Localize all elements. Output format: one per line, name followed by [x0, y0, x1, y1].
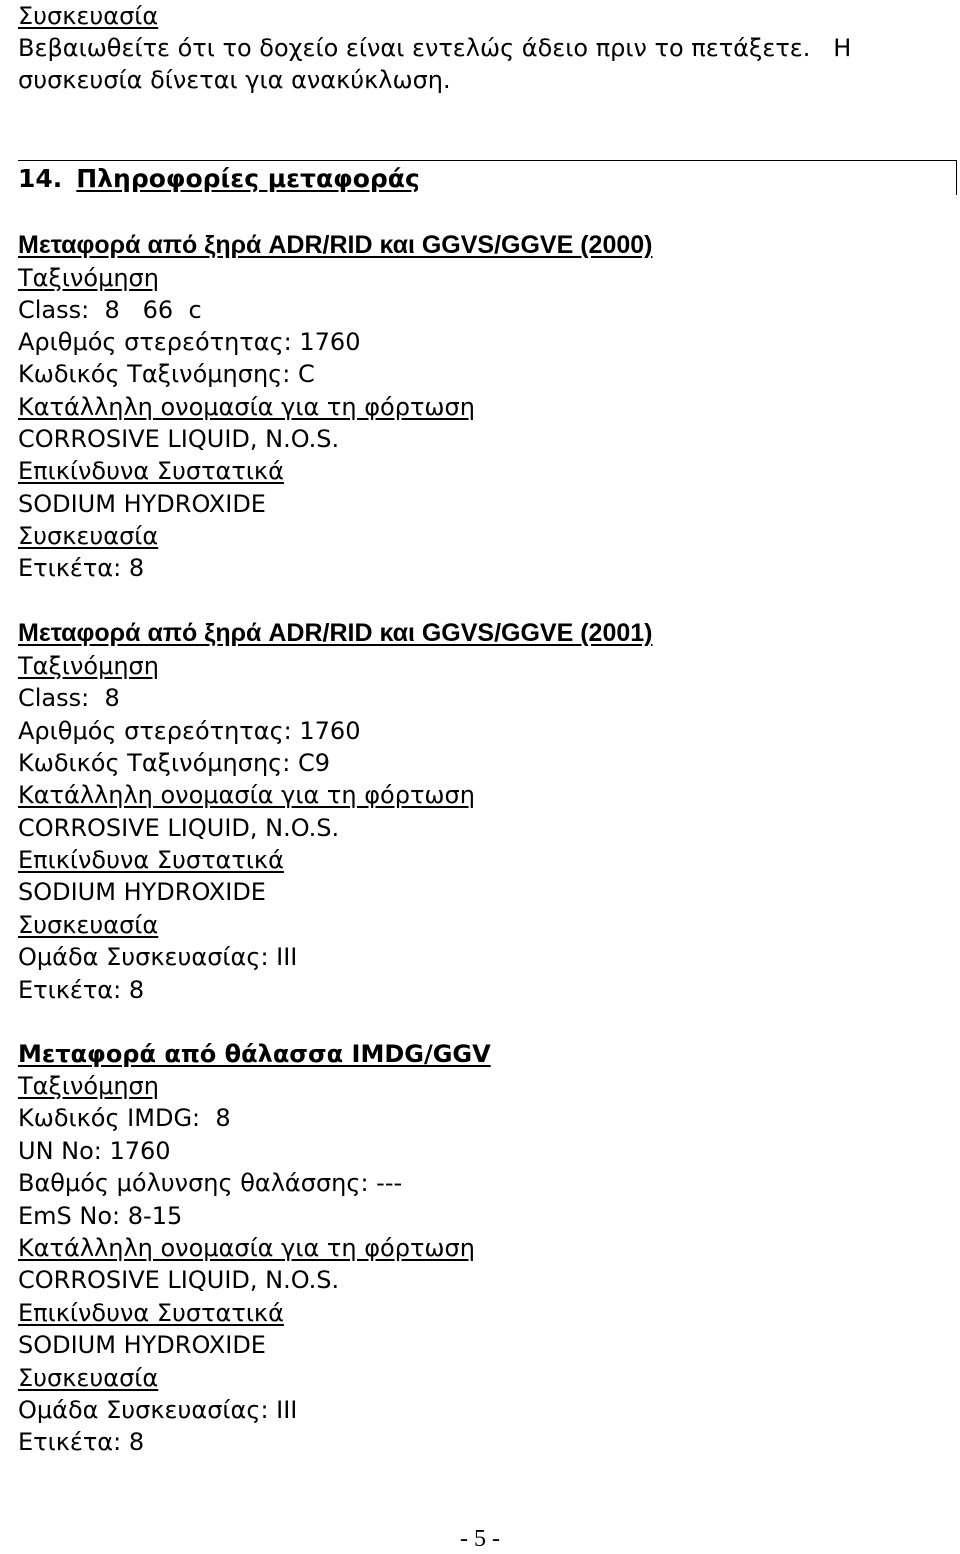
adr-2001-shipping-name-label: Κατάλληλη ονομασία για τη φόρτωση	[18, 781, 475, 809]
page-number: - 5 -	[460, 1526, 500, 1552]
adr-2001-classification-code: Κωδικός Ταξινόμησης: C9	[18, 749, 330, 777]
adr-2000-hazard-label: Επικίνδυνα Συστατικά	[18, 457, 284, 485]
imdg-shipping-name: CORROSIVE LIQUID, N.O.S.	[18, 1266, 340, 1294]
adr-2000-un-number: Αριθμός στερεότητας: 1760	[18, 328, 361, 356]
imdg-hazard-value: SODIUM HYDROXIDE	[18, 1331, 266, 1359]
imdg-un-number: UN No: 1760	[18, 1137, 171, 1165]
adr-2000-classification-label: Ταξινόμηση	[18, 264, 159, 292]
adr-2001-shipping-name: CORROSIVE LIQUID, N.O.S.	[18, 814, 340, 842]
disposal-text-line-2: συσκευσία δίνεται για ανακύκλωση.	[18, 66, 451, 94]
adr-2000-class: Class: 8 66 c	[18, 296, 202, 324]
imdg-code: Κωδικός IMDG: 8	[18, 1104, 231, 1132]
imdg-packaging-label: Συσκευασία	[18, 1364, 159, 1392]
imdg-hazard-label: Επικίνδυνα Συστατικά	[18, 1299, 284, 1327]
adr-2000-shipping-name-label: Κατάλληλη ονομασία για τη φόρτωση	[18, 393, 475, 421]
imdg-heading: Μεταφορά από θάλασσα IMDG/GGV	[18, 1040, 491, 1068]
imdg-marine-pollution: Βαθμός μόλυνσης θαλάσσης: ---	[18, 1169, 403, 1197]
adr-2000-classification-code: Κωδικός Ταξινόμησης: C	[18, 360, 315, 388]
adr-2000-label: Ετικέτα: 8	[18, 554, 145, 582]
imdg-ems-number: EmS No: 8-15	[18, 1202, 183, 1230]
imdg-label: Ετικέτα: 8	[18, 1428, 145, 1456]
adr-2001-packaging-label: Συσκευασία	[18, 911, 159, 939]
disposal-text-line-1: Βεβαιωθείτε ότι το δοχείο είναι εντελώς άδειο πριν το πετάξετε. Η	[18, 34, 852, 62]
section-title: Πληροφορίες μεταφοράς	[76, 164, 420, 193]
adr-2000-hazard-value: SODIUM HYDROXIDE	[18, 490, 266, 518]
section-number: 14.	[18, 164, 63, 193]
adr-2001-packing-group: Ομάδα Συσκευασίας: III	[18, 943, 298, 971]
adr-2000-packaging-label: Συσκευασία	[18, 522, 159, 550]
adr-2001-classification-label: Ταξινόμηση	[18, 652, 159, 680]
adr-2001-un-number: Αριθμός στερεότητας: 1760	[18, 717, 361, 745]
packaging-subheading: Συσκευασία	[18, 2, 159, 30]
imdg-classification-label: Ταξινόμηση	[18, 1072, 159, 1100]
imdg-packing-group: Ομάδα Συσκευασίας: III	[18, 1396, 298, 1424]
adr-2000-shipping-name: CORROSIVE LIQUID, N.O.S.	[18, 425, 340, 453]
adr-2001-label: Ετικέτα: 8	[18, 976, 145, 1004]
adr-2001-heading: Μεταφορά από ξηρά ADR/RID και GGVS/GGVE (2001)	[18, 619, 653, 647]
section-14-heading	[18, 163, 420, 195]
adr-2000-heading: Μεταφορά από ξηρά ADR/RID και GGVS/GGVE (2000)	[18, 231, 653, 259]
adr-2001-hazard-value: SODIUM HYDROXIDE	[18, 878, 266, 906]
imdg-shipping-name-label: Κατάλληλη ονομασία για τη φόρτωση	[18, 1234, 475, 1262]
adr-2001-class: Class: 8	[18, 684, 120, 712]
adr-2001-hazard-label: Επικίνδυνα Συστατικά	[18, 846, 284, 874]
